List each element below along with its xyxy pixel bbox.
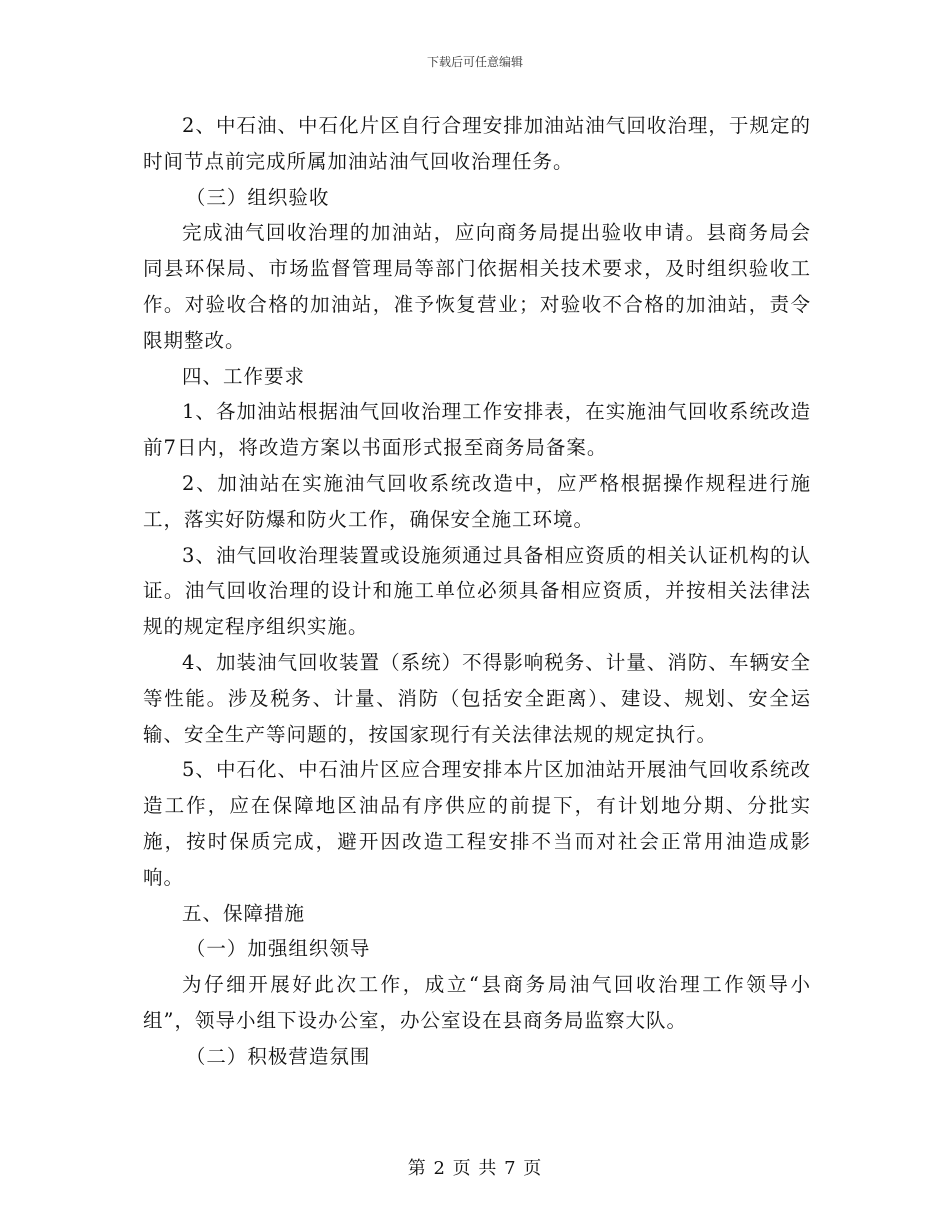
section-heading-safeguards: 五、保障措施 bbox=[182, 901, 306, 925]
paragraph-requirement-2: 2、加油站在实施油气回收系统改造中，应严格根据操作规程进行施工，落实好防爆和防火工作，确保安全施工环境。 bbox=[143, 471, 811, 531]
section-heading-work-requirements: 四、工作要求 bbox=[182, 364, 306, 388]
paragraph-item-2-petrochina-sinopec: 2、中石油、中石化片区自行合理安排加油站油气回收治理，于规定的时间节点前完成所属加油站油气回收治理任务。 bbox=[143, 114, 811, 173]
paragraph-requirement-4: 4、加装油气回收装置（系统）不得影响税务、计量、消防、车辆安全等性能。涉及税务、计量、消防（包括安全距离）、建设、规划、安全运输、安全生产等问题的，按国家现行有关法律法规的规定执行。 bbox=[143, 650, 811, 746]
page-number-footer: 第 2 页 共 7 页 bbox=[407, 1158, 543, 1179]
document-body bbox=[143, 108, 811, 1075]
paragraph-requirement-3: 3、油气回收治理装置或设施须通过具备相应资质的相关认证机构的认证。油气回收治理的设计和施工单位必须具备相应资质，并按相关法律法规的规定程序组织实施。 bbox=[143, 543, 811, 639]
subheading-atmosphere: （二）积极营造氛围 bbox=[185, 1044, 371, 1068]
paragraph-requirement-1: 1、各加油站根据油气回收治理工作安排表，在实施油气回收系统改造前7日内，将改造方案以书面形式报至商务局备案。 bbox=[143, 400, 811, 460]
section-heading-acceptance: （三）组织验收 bbox=[185, 185, 330, 209]
subheading-organization-leadership: （一）加强组织领导 bbox=[185, 937, 371, 961]
paragraph-requirement-5: 5、中石化、中石油片区应合理安排本片区加油站开展油气回收系统改造工作，应在保障地区油品有序供应的前提下，有计划地分期、分批实施，按时保质完成，避开因改造工程安排不当而对社会正常用油造成影响。 bbox=[143, 758, 811, 889]
paragraph-leadership-group: 为仔细开展好此次工作，成立“县商务局油气回收治理工作领导小组”，领导小组下设办公室，办公室设在县商务局监察大队。 bbox=[143, 973, 811, 1032]
page-header-note: 下载后可任意编辑 bbox=[426, 55, 523, 69]
paragraph-acceptance: 完成油气回收治理的加油站，应向商务局提出验收申请。县商务局会同县环保局、市场监督管理局等部门依据相关技术要求，及时组织验收工作。对验收合格的加油站，准予恢复营业；对验收不合格的加油站，责令限期整改。 bbox=[143, 221, 811, 352]
